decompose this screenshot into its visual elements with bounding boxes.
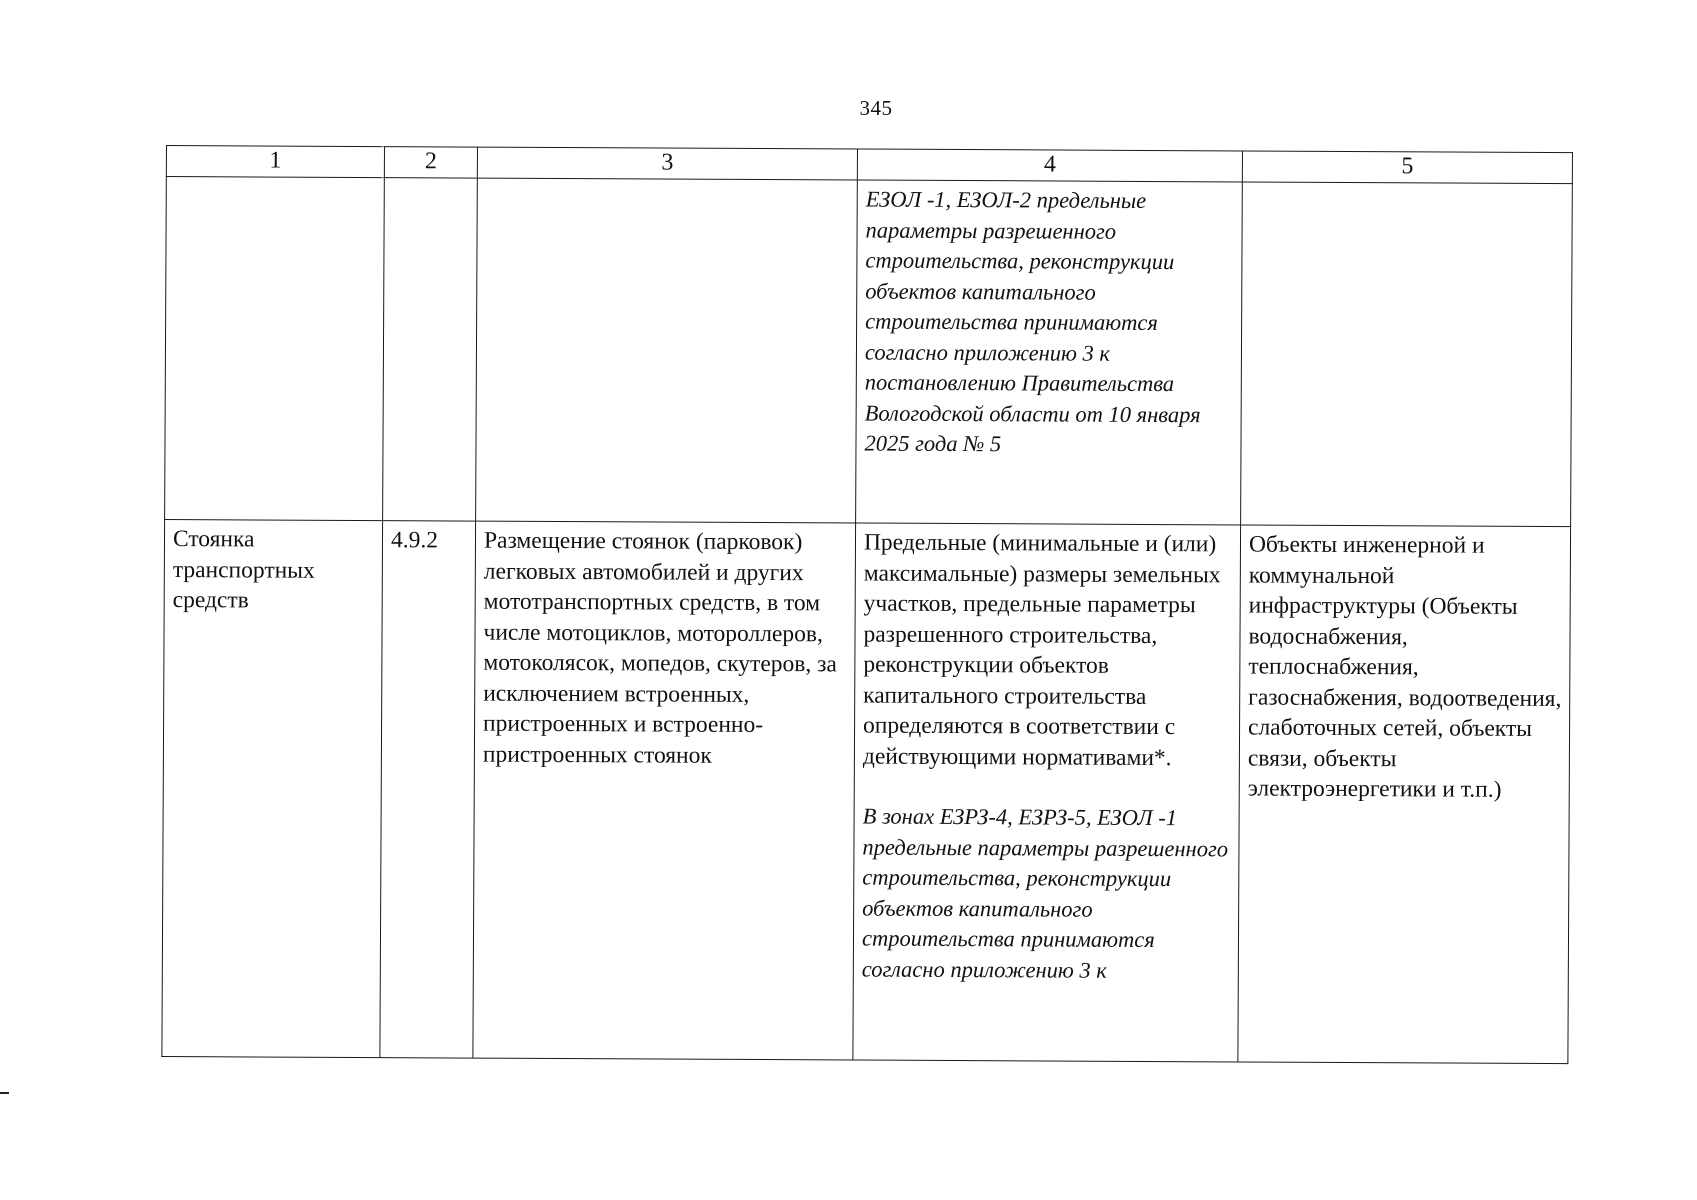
cell-empty-5	[1241, 182, 1573, 527]
column-header-1: 1	[166, 146, 384, 178]
cell-use-code	[380, 521, 476, 1058]
cell-empty-1	[165, 177, 385, 521]
parameters-text: Предельные (минимальные и (или) максимальные) размеры земельных участков, предельные параметры разрешенного строительства, реконструкции объектов капитального строительства определяются в соответствии с действующими нормативами*.	[862, 529, 1221, 771]
table-row	[162, 519, 1571, 1063]
cell-empty-3	[476, 178, 858, 523]
cell-auxiliary-uses	[1238, 525, 1571, 1064]
auxiliary-uses-text: Объекты инженерной и коммунальной инфраструктуры (Объекты водоснабжения, теплоснабжения, газоснабжения, водоотведения, слаботочных сетей, объекты связи, объекты электроэнергетики и т.п.)	[1247, 531, 1562, 803]
column-header-5: 5	[1242, 151, 1572, 184]
parameters-continued-text: ЕЗОЛ -1, ЕЗОЛ-2 предельные параметры разрешенного строительства, реконструкции объектов капитального строительства принимаются согласно приложению 3 к постановлению Правительства Вологодской области от 10 января 2025 года № 5	[864, 186, 1201, 457]
cell-parameters	[853, 523, 1241, 1062]
column-header-3: 3	[477, 147, 857, 180]
use-description: Размещение стоянок (парковок) легковых автомобилей и других мототранспортных средств, в том числе мотоциклов, мотороллеров, мотоколясок, мопедов, скутеров, за исключением встроенных, пристроенных и встроенно-пристроенных стоянок	[482, 527, 837, 769]
cell-use-description	[473, 521, 856, 1060]
page-number: 345	[859, 96, 893, 120]
use-name: Стоянка транспортных средств	[172, 526, 315, 614]
column-header-4: 4	[857, 149, 1242, 182]
cell-use-name	[162, 519, 383, 1057]
scan-edge-mark	[0, 1092, 9, 1094]
parameters-zones-text: В зонах ЕЗРЗ-4, ЕЗРЗ-5, ЕЗОЛ -1 предельные параметры разрешенного строительства, реконструкции объектов капитального строительства принимаются согласно приложению 3 к	[861, 803, 1229, 983]
use-code: 4.9.2	[390, 527, 439, 554]
cell-parameters-continued	[856, 180, 1243, 525]
regulations-table	[161, 145, 1573, 1064]
table-row-continuation	[165, 177, 1573, 527]
column-header-2: 2	[384, 147, 477, 178]
cell-empty-2	[383, 178, 478, 521]
